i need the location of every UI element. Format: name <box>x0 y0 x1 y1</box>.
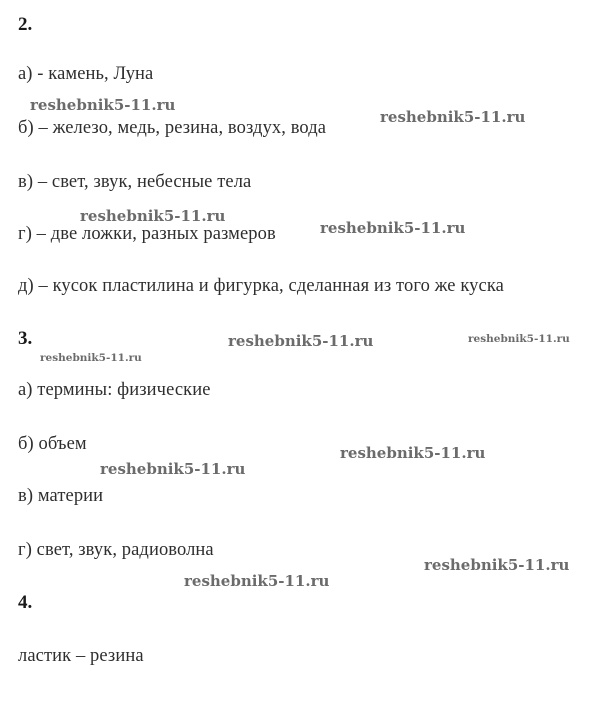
section-number-3: 3. <box>18 328 33 349</box>
watermark: reshebnik5-11.ru <box>468 333 570 345</box>
watermark: reshebnik5-11.ru <box>40 352 142 364</box>
answer-3b: б) объем <box>18 434 87 454</box>
answer-2b: б) – железо, медь, резина, воздух, вода <box>18 118 327 138</box>
watermark: reshebnik5-11.ru <box>424 556 570 574</box>
watermark: reshebnik5-11.ru <box>184 572 330 590</box>
answer-3g: г) свет, звук, радиоволна <box>18 540 214 560</box>
watermark: reshebnik5-11.ru <box>30 96 176 114</box>
watermark: reshebnik5-11.ru <box>340 444 486 462</box>
answer-2v: в) – свет, звук, небесные тела <box>18 172 252 192</box>
watermark: reshebnik5-11.ru <box>380 108 526 126</box>
watermark: reshebnik5-11.ru <box>80 207 226 225</box>
answer-3a: а) термины: физические <box>18 380 211 400</box>
section-number-2: 2. <box>18 14 33 35</box>
watermark: reshebnik5-11.ru <box>228 332 374 350</box>
watermark: reshebnik5-11.ru <box>100 460 246 478</box>
watermark: reshebnik5-11.ru <box>320 219 466 237</box>
answer-2a: а) - камень, Луна <box>18 64 154 84</box>
answer-3v: в) материи <box>18 486 104 506</box>
answer-4: ластик – резина <box>18 646 144 666</box>
answer-2g: г) – две ложки, разных размеров <box>18 224 276 244</box>
section-number-4: 4. <box>18 592 33 613</box>
answer-2d: д) – кусок пластилина и фигурка, сделанная из того же куска <box>18 276 504 296</box>
